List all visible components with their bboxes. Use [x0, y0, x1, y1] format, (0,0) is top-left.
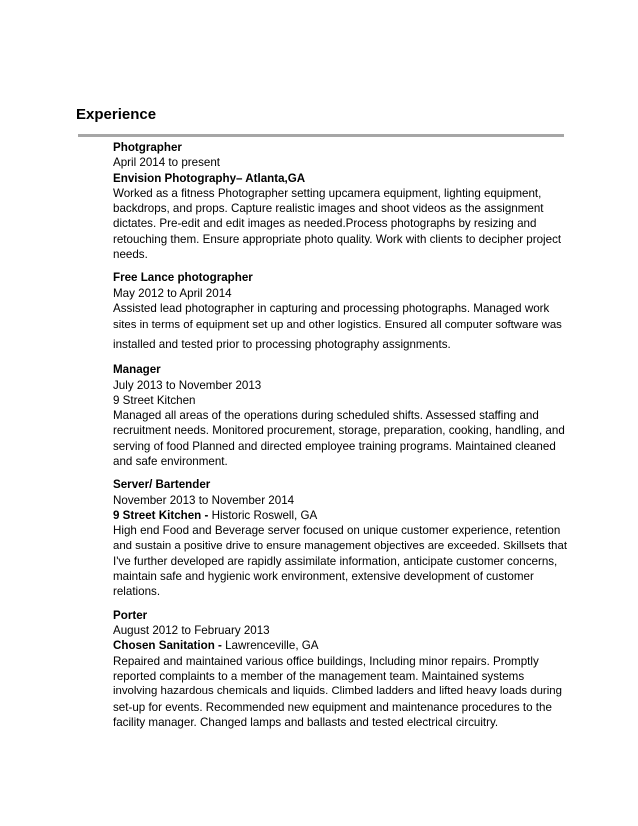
job-description — [113, 408, 568, 469]
employer-location: 9 Street Kitchen — [113, 393, 196, 407]
job-description — [113, 301, 568, 354]
description-line: sites in terms of equipment set up and other logistics. Ensured all computer software was — [113, 319, 562, 332]
job-title: Manager — [113, 363, 161, 377]
job-description — [113, 654, 568, 730]
employer-name: 9 Street Kitchen - — [113, 508, 209, 522]
job-dates: August 2012 to February 2013 — [113, 624, 270, 638]
job-dates: November 2013 to November 2014 — [113, 493, 295, 507]
description-line: Managed all areas of the operations during scheduled shifts. Assessed staffing and — [113, 409, 539, 423]
job-employer — [113, 638, 568, 653]
description-line: Assisted lead photographer in capturing and processing photographs. Managed work — [113, 301, 550, 315]
description-line: High end Food and Beverage server focused on unique customer experience, retention — [113, 524, 561, 538]
description-line: and sustain a positive drive to ensure management objectives are exceeded. Skillsets that — [113, 539, 567, 552]
job-entry — [113, 140, 568, 262]
job-dates: May 2012 to April 2014 — [113, 286, 232, 300]
description-line: recruitment needs. Monitored procurement, storage, preparation, cooking, handling, and — [113, 424, 565, 438]
employer-name: Envision Photography– Atlanta,GA — [113, 171, 306, 185]
job-title: Server/ Bartender — [113, 478, 211, 492]
job-title: Free Lance photographer — [113, 271, 253, 285]
description-line: Repaired and maintained various office buildings, Including minor repairs. Promptly — [113, 654, 539, 668]
description-line: and safe environment. — [113, 455, 228, 469]
description-line: retouching them. Ensure appropriate photo quality. Work with clients to decipher project — [113, 232, 562, 246]
employer-location: Historic Roswell, GA — [208, 508, 318, 522]
job-entry — [113, 477, 568, 599]
description-line: set-up for events. Recommended new equipment and maintenance procedures to the — [113, 700, 552, 714]
description-line: installed and tested prior to processing photography assignments. — [113, 338, 451, 352]
description-line: I've further developed are rapidly assimilate information, anticipate customer concerns, — [113, 554, 558, 568]
description-line: facility manager. Changed lamps and ballasts and tested electrical circuitry. — [113, 715, 499, 729]
description-line: involving hazardous chemicals and liquids. Climbed ladders and lifted heavy loads during — [113, 685, 562, 698]
job-dates: July 2013 to November 2013 — [113, 378, 262, 392]
job-employer — [113, 171, 568, 186]
job-description — [113, 523, 568, 599]
job-dates: April 2014 to present — [113, 156, 220, 170]
description-line: backdrops, and props. Capture realistic images and shoot videos as the assignment — [113, 202, 544, 216]
description-line: Worked as a fitness Photographer setting upcamera equipment, lighting equipment, — [113, 186, 542, 200]
experience-list — [113, 140, 568, 730]
description-line: dictates. Pre-edit and edit images as needed.Process photographs by resizing and — [113, 217, 537, 231]
employer-name: Chosen Sanitation - — [113, 639, 222, 653]
job-entry — [113, 270, 568, 354]
description-line: reported complaints to a member of the management team. Maintained systems — [113, 669, 525, 683]
job-title: Photgrapher — [113, 141, 182, 154]
job-entry — [113, 608, 568, 730]
job-description — [113, 186, 568, 262]
job-employer — [113, 508, 568, 523]
job-entry — [113, 362, 568, 469]
section-title: Experience — [76, 106, 157, 123]
section-divider — [78, 134, 564, 137]
employer-location: Lawrenceville, GA — [221, 639, 319, 653]
job-title: Porter — [113, 608, 148, 622]
description-line: relations. — [113, 585, 161, 599]
job-employer — [113, 393, 568, 408]
description-line: serving of food Planned and directed employee training programs. Maintained cleaned — [113, 439, 556, 453]
description-line: maintain safe and hygienic work environment, extensive development of customer — [113, 570, 534, 584]
description-line: needs. — [113, 248, 148, 262]
